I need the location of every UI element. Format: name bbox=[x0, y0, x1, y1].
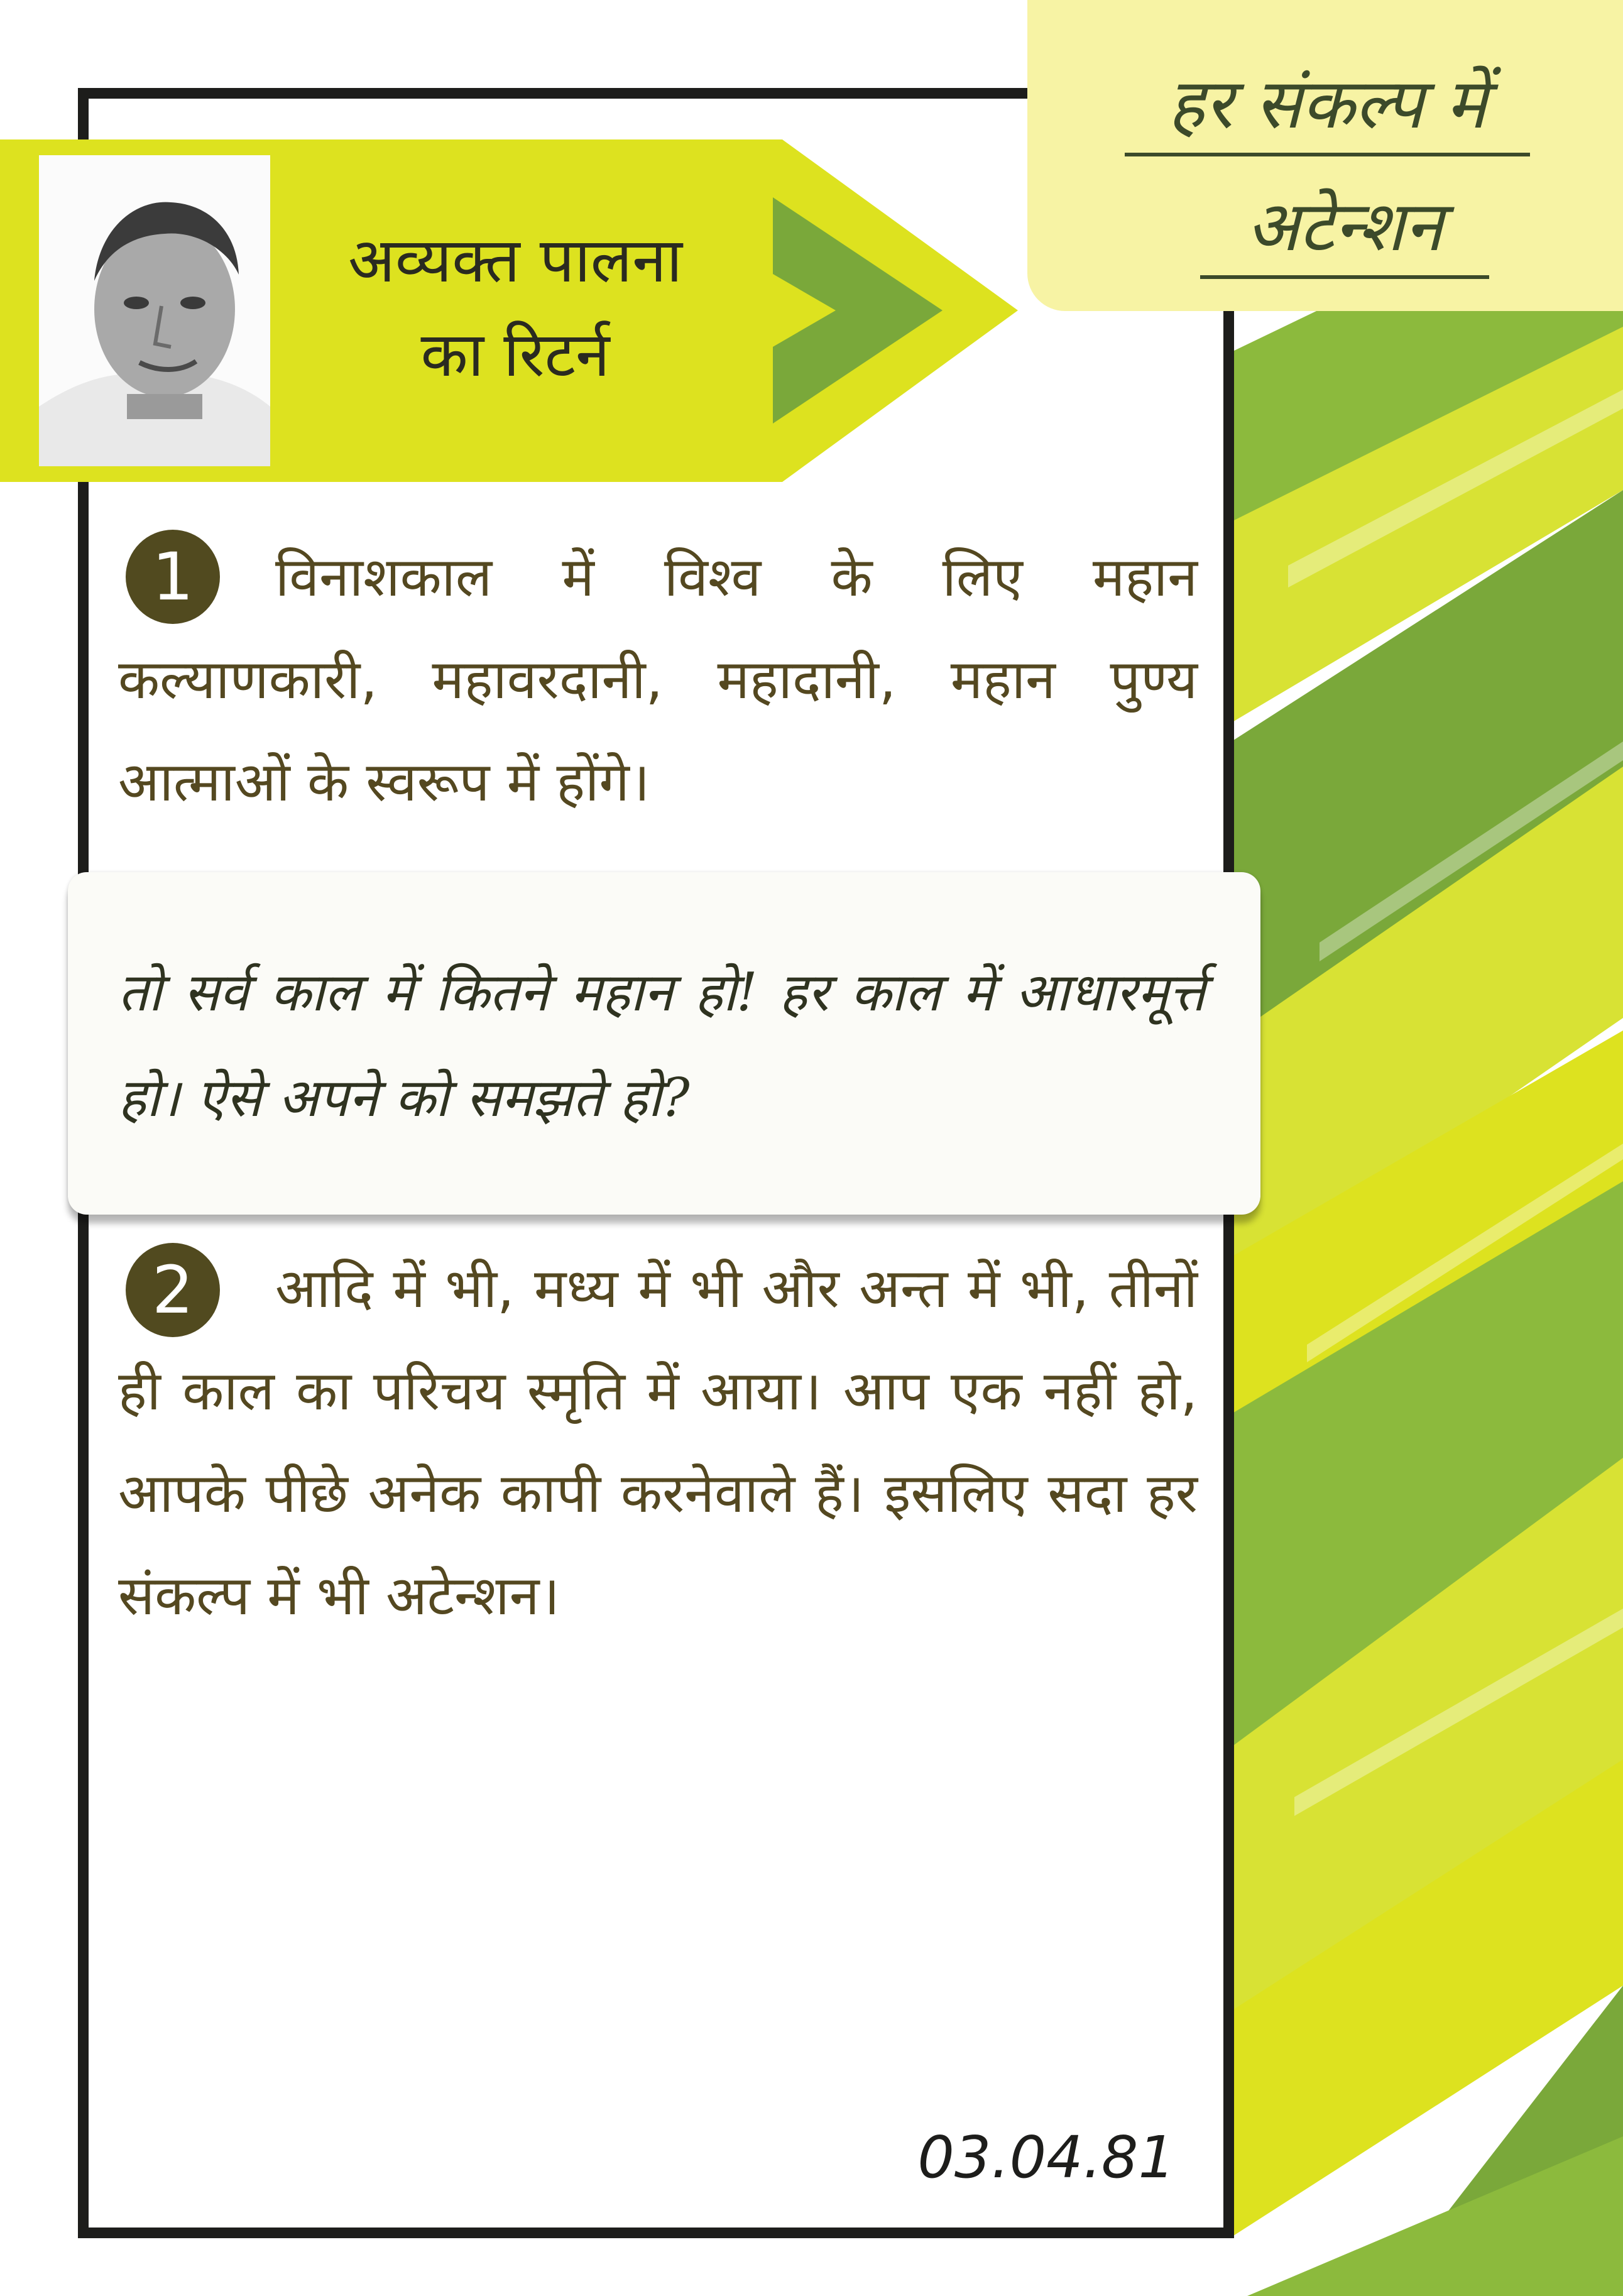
date-label: 03.04.81 bbox=[917, 2124, 1175, 2191]
point-2-text bbox=[118, 1238, 1198, 1648]
highlight-text: तो सर्व काल में कितने महान हो! हर काल में आधारमूर्त्त हो। ऐसे अपने को समझते हो? bbox=[118, 961, 1205, 1129]
portrait-photo bbox=[39, 155, 270, 466]
point-1-body: विनाशकाल में विश्व के लिए महान कल्याणकारी, महावरदानी, महादानी, महान पुण्य आत्माओं के स्वरूप में होंगे। bbox=[118, 546, 1198, 814]
point-1-text bbox=[118, 527, 1198, 834]
topic-tag-line2: अटेन्शन bbox=[1200, 182, 1489, 279]
point-number-badge: 1 bbox=[126, 530, 220, 624]
point-2-body: आदि में भी, मध्य में भी और अन्त में भी, तीनों ही काल का परिचय स्मृति में आया। आप एक नहीं हो, आपके पीछे अनेक कापी करनेवाले हैं। इसलिए सदा हर संकल्प में भी अटेन्शन। bbox=[118, 1257, 1198, 1627]
section-title-line1: अव्यक्त पालना bbox=[347, 225, 683, 297]
topic-tag-line1: हर संकल्प में bbox=[1125, 60, 1530, 156]
point-number-badge: 2 bbox=[126, 1243, 220, 1337]
section-title-line2: का रिटर्न bbox=[420, 319, 610, 391]
section-title bbox=[295, 214, 735, 402]
